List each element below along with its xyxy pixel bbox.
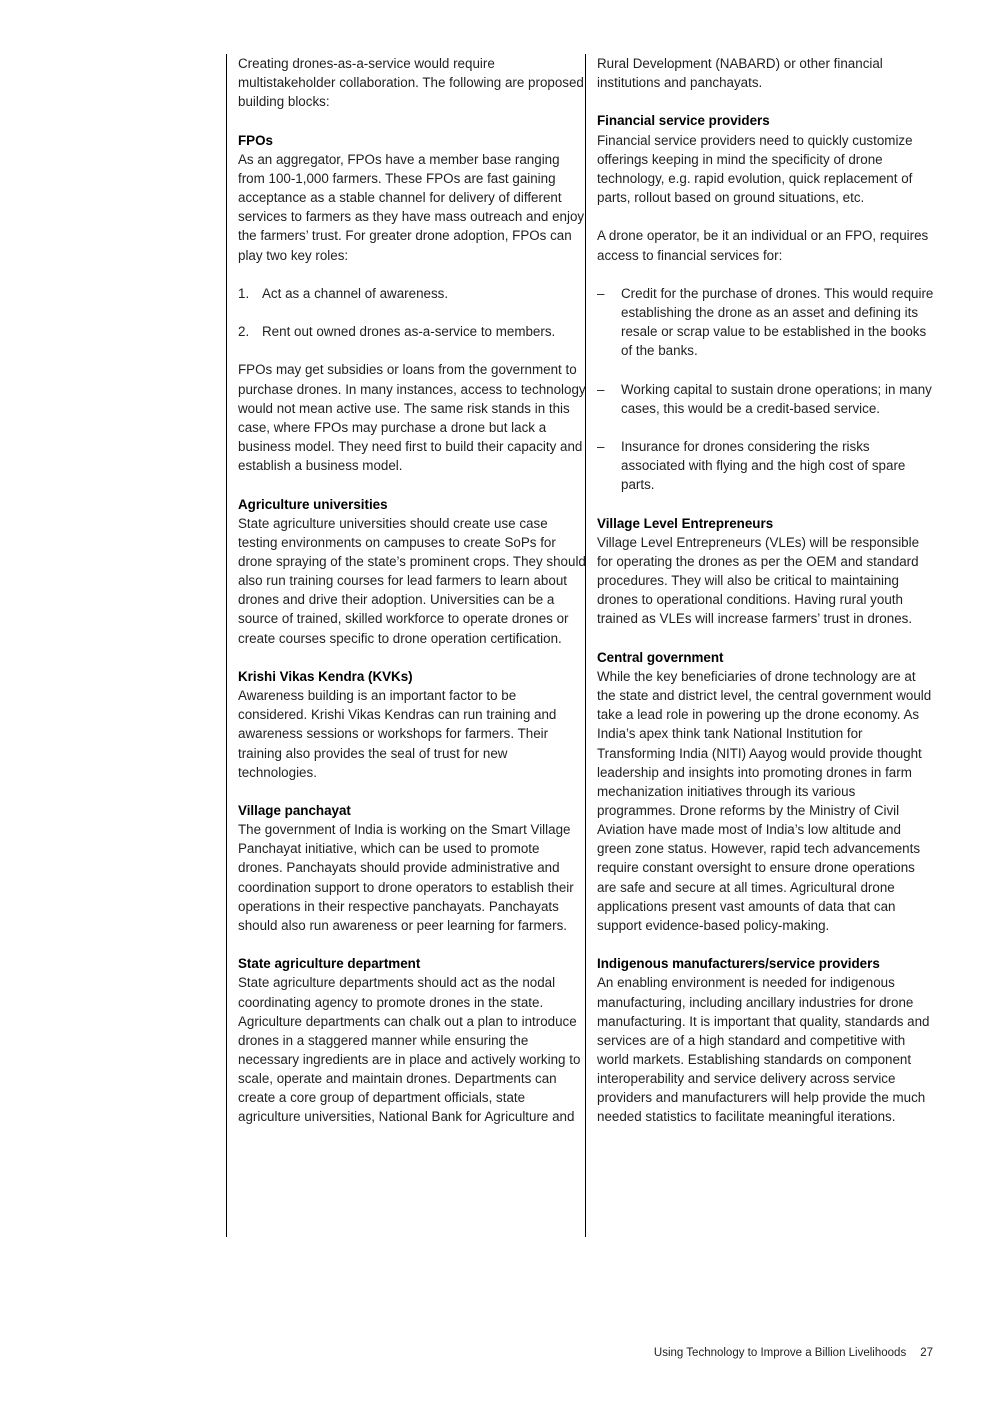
kvks-body: Awareness building is an important factor to be considered. Krishi Vikas Kendras can run training and awareness sessions or workshops for farmers. Their training also provides the seal of trust for new technologies. <box>238 688 557 780</box>
page-footer <box>654 1345 933 1361</box>
fpos-body: As an aggregator, FPOs have a member base ranging from 100-1,000 farmers. These FPOs are fast gaining acceptance as a stable channel for delivery of different services to farmers as they have mass outreach and enjoy the farmers’ trust. For greater drone adoption, FPOs can play two key roles: <box>238 151 585 263</box>
agri-universities-heading: Agriculture universities <box>238 496 388 512</box>
indigenous-section <box>597 954 935 1126</box>
list-item <box>238 284 586 303</box>
list-marker: – <box>597 381 605 397</box>
list-item-text: Working capital to sustain drone operations; in many cases, this would be a credit-based service. <box>621 381 932 416</box>
financial-section <box>597 111 935 494</box>
indigenous-heading: Indigenous manufacturers/service providers <box>597 956 880 972</box>
agri-universities-body: State agriculture universities should create use case testing environments on campuses to create SoPs for drone spraying of the state’s prominent crops. They should also run training courses for lead farmers to learn about drones and drive their adoption. Universities can be a source of trained, skilled workforce to operate drones or create courses specific to drone operation certification. <box>238 515 586 646</box>
kvks-heading: Krishi Vikas Kendra (KVKs) <box>238 668 413 684</box>
list-item <box>238 322 586 341</box>
page-number: 27 <box>920 1347 933 1359</box>
intro-paragraph: Creating drones-as-a-service would require multistakeholder collaboration. The following are proposed building blocks: <box>238 56 584 110</box>
list-item <box>597 380 935 418</box>
fpos-body-2: FPOs may get subsidies or loans from the government to purchase drones. In many instances, access to technology would not mean active use. The same risk stands in this case, where FPOs may purchase a drone but lack a business model. They need first to build their capacity and establish a business model. <box>238 362 586 474</box>
list-marker: 2. <box>238 324 250 340</box>
fpos-heading: FPOs <box>238 132 273 148</box>
vles-section <box>597 514 935 629</box>
central-gov-section <box>597 648 935 935</box>
list-marker: – <box>597 285 605 301</box>
village-panchayat-section <box>238 801 586 935</box>
list-item-text: Act as a channel of awareness. <box>262 285 449 301</box>
financial-body-2: A drone operator, be it an individual or an FPO, requires access to financial services for: <box>597 228 929 263</box>
list-marker: – <box>597 439 605 455</box>
financial-heading: Financial service providers <box>597 113 770 129</box>
indigenous-body: An enabling environment is needed for indigenous manufacturing, including ancillary industries for drone manufacturing. It is important that quality, standards and services are of a high standard and competitive with world markets. Establishing standards on component interoperability and service delivery across service providers and manufacturers will help provide the much needed statistics to facilitate meaningful iterations. <box>597 975 930 1125</box>
fpos-section <box>238 131 586 476</box>
state-agri-dept-section <box>238 954 586 1126</box>
footer-title: Using Technology to Improve a Billion Livelihoods <box>653 1347 907 1359</box>
right-column <box>585 54 935 1237</box>
list-item-text: Rent out owned drones as-a-service to members. <box>262 324 556 340</box>
state-agri-dept-body: State agriculture departments should act as the nodal coordinating agency to promote drones in the state. Agriculture departments can chalk out a plan to introduce drones in a staggered manner while ensuring the necessary ingredients are in place and actively working to scale, operate and maintain drones. Departments can create a core group of department officials, state agriculture universities, National Bank for Agriculture and <box>238 975 581 1125</box>
kvks-section <box>238 667 586 782</box>
state-agri-dept-heading: State agriculture department <box>238 956 421 972</box>
fpos-roles-list <box>238 284 586 341</box>
list-marker: 1. <box>238 285 250 301</box>
village-panchayat-body: The government of India is working on the Smart Village Panchayat initiative, which can be used to promote drones. Panchayats should provide administrative and coordination support to drone operators to establish their operations in their respective panchayats. Panchayats should also run awareness or peer learning for farmers. <box>238 822 574 933</box>
vles-body: Village Level Entrepreneurs (VLEs) will be responsible for operating the drones as per the OEM and standard procedures. They will also be critical to maintaining drones to operational conditions. Having rural youth trained as VLEs will increase farmers’ trust in drones. <box>597 534 920 627</box>
financial-needs-list <box>597 284 935 495</box>
continuation-paragraph: Rural Development (NABARD) or other financial institutions and panchayats. <box>597 56 883 91</box>
list-item <box>597 284 935 361</box>
list-item-text: Credit for the purchase of drones. This would require establishing the drone as an asset and defining its resale or scrap value to be established in the books of the banks. <box>621 285 934 359</box>
vles-heading: Village Level Entrepreneurs <box>597 515 774 531</box>
financial-body: Financial service providers need to quickly customize offerings keeping in mind the specificity of drone technology, e.g. rapid evolution, quick replacement of parts, rollout based on ground situations, etc. <box>597 132 913 206</box>
central-gov-heading: Central government <box>597 649 724 665</box>
central-gov-body: While the key beneficiaries of drone technology are at the state and district level, the central government would take a lead role in powering up the drone economy. As India’s apex think tank National Institution for Transforming India (NITI) Aayog would provide thought leadership and insights into promoting drones in farm mechanization initiatives through its various programmes. Drone reforms by the Ministry of Civil Aviation have made most of India’s low altitude and green zone status. However, rapid tech advancements require constant oversight to ensure drone operations are safe and secure at all times. Agricultural drone applications present vast amounts of data that can support evidence-based policy-making. <box>597 668 932 933</box>
left-column <box>226 54 586 1237</box>
agri-universities-section <box>238 495 586 648</box>
list-item <box>597 437 935 494</box>
list-item-text: Insurance for drones considering the risks associated with flying and the high cost of spare parts. <box>621 439 906 493</box>
village-panchayat-heading: Village panchayat <box>238 802 351 818</box>
